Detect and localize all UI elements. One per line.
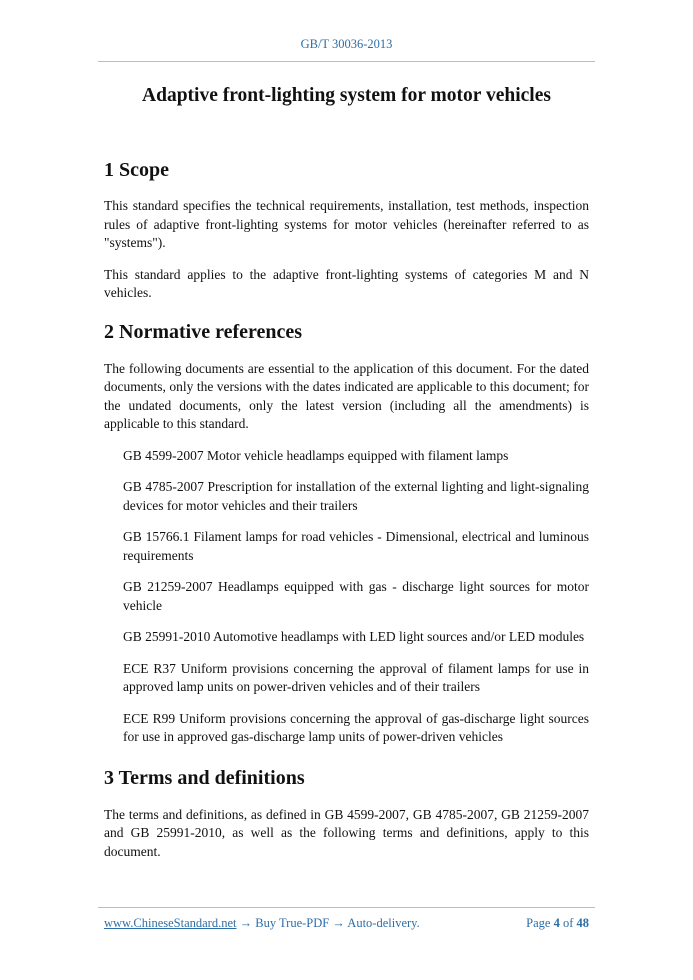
page-body — [104, 84, 589, 861]
site-link[interactable]: www.ChineseStandard.net — [104, 916, 237, 930]
scope-paragraph-2: This standard applies to the adaptive front-lighting systems of categories M and N vehicles. — [104, 266, 589, 300]
standard-code: GB/T 30036-2013 — [300, 37, 393, 51]
header-divider — [98, 61, 595, 62]
reference-item: ECE R99 Uniform provisions concerning the approval of gas-discharge light sources for use in approved gas-discharge lamp units of power-driven vehicles — [123, 710, 589, 744]
reference-item: GB 21259-2007 Headlamps equipped with gas - discharge light sources for motor vehicle — [123, 579, 589, 613]
auto-delivery-text: → Auto-delivery. — [329, 916, 420, 930]
document-title: Adaptive front-lighting system for motor vehicles — [142, 85, 551, 106]
page-indicator — [526, 916, 589, 931]
current-page-number: 4 — [553, 916, 560, 930]
running-header — [0, 37, 693, 52]
section-heading-normative: 2 Normative references — [104, 320, 303, 343]
footer-divider — [98, 907, 595, 908]
section-heading-terms: 3 Terms and definitions — [104, 766, 305, 789]
footer-promo — [104, 916, 420, 931]
total-pages-number: 48 — [576, 916, 589, 930]
reference-item: GB 25991-2010 Automotive headlamps with LED light sources and/or LED modules — [123, 629, 585, 644]
reference-item: GB 15766.1 Filament lamps for road vehicles - Dimensional, electrical and luminous requirements — [123, 529, 589, 563]
of-label: of — [562, 916, 574, 930]
scope-paragraph-1: This standard specifies the technical requirements, installation, test methods, inspection rules of adaptive front-lighting systems for motor vehicles (hereinafter referred to as "systems"). — [104, 198, 589, 250]
reference-item: ECE R37 Uniform provisions concerning the approval of filament lamps for use in approved lamp units on power-driven vehicles and of their trailers — [123, 660, 589, 694]
normative-intro: The following documents are essential to the application of this document. For the dated documents, only the versions with the dates indicated are applicable to this document; for the undated documents, only the latest version (including all the amendments) is applicable to this standard. — [104, 360, 589, 431]
reference-item: GB 4599-2007 Motor vehicle headlamps equipped with filament lamps — [123, 447, 509, 463]
section-heading-scope: 1 Scope — [104, 159, 169, 181]
reference-item: GB 4785-2007 Prescription for installation of the external lighting and light-signaling devices for motor vehicles and their trailers — [123, 479, 589, 513]
page-label: Page — [526, 916, 551, 930]
buy-true-pdf-link[interactable]: → Buy True-PDF — [236, 916, 330, 930]
terms-paragraph-1: The terms and definitions, as defined in GB 4599-2007, GB 4785-2007, GB 21259-2007 and GB 25991-2010, as well as the following terms and definitions, apply to this document. — [104, 806, 589, 859]
